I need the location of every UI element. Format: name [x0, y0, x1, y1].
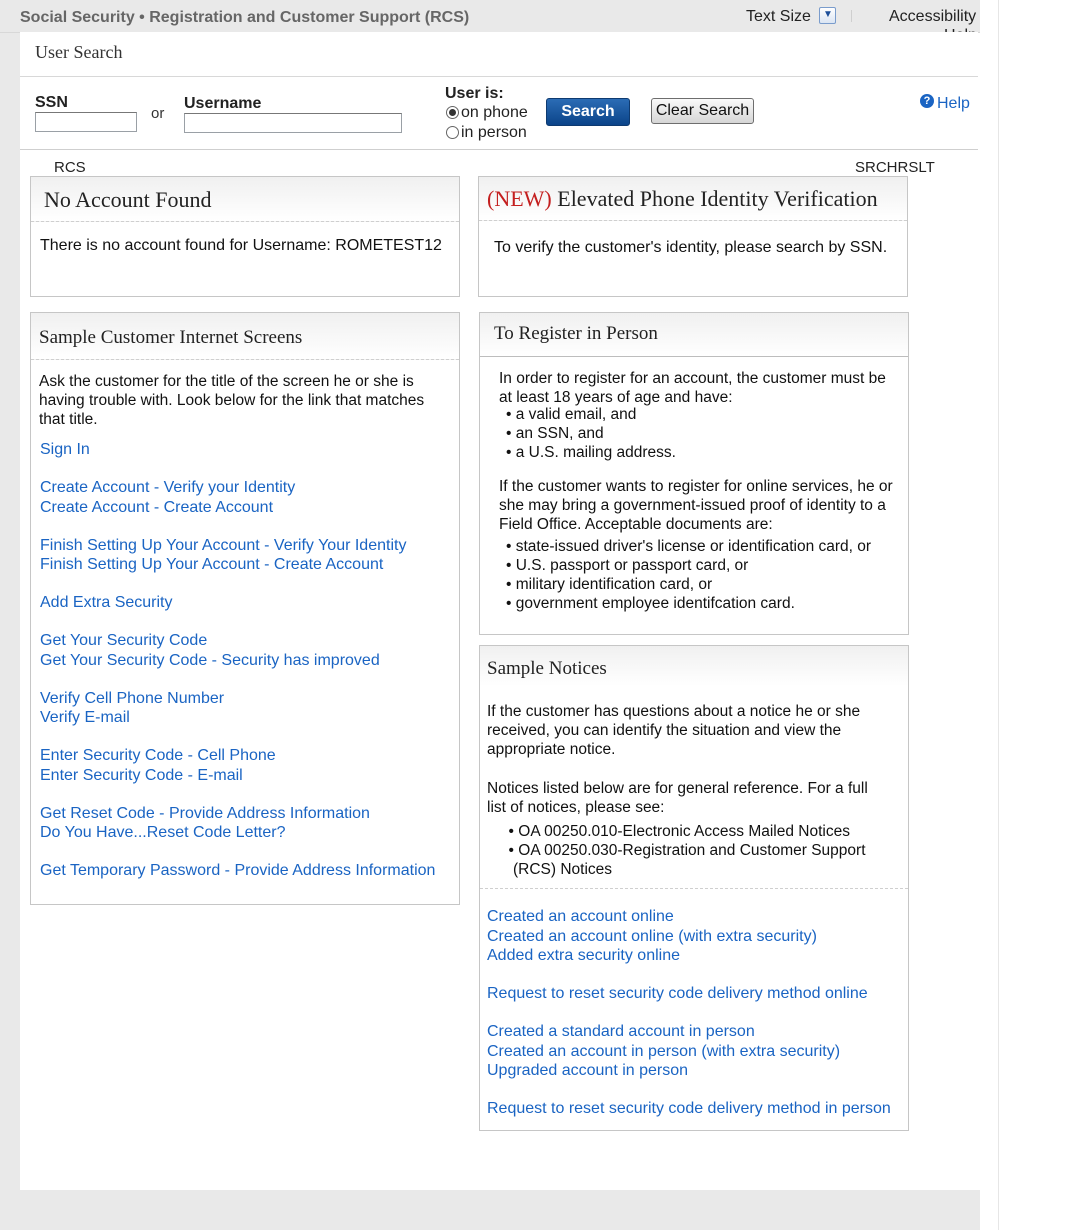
bullet-icon: • — [506, 576, 516, 593]
link-item[interactable]: Create Account - Verify your Identity — [40, 479, 296, 496]
user-search-title: User Search — [35, 42, 123, 62]
link-group-spacer — [40, 575, 435, 594]
link-item[interactable]: Upgraded account in person — [487, 1062, 689, 1079]
search-button[interactable]: Search — [546, 98, 630, 126]
radio-in-person[interactable] — [446, 126, 459, 139]
link-item[interactable]: Created an account online (with extra security) — [487, 927, 817, 945]
radio-on-phone-label[interactable]: on phone — [461, 104, 528, 121]
notices-intro-text: If the customer has questions about a notice he or she received, you can identify the situation and view the appropriate notice. — [487, 703, 861, 758]
username-label: Username — [184, 95, 262, 112]
bullet-item — [506, 556, 871, 575]
link-item[interactable]: Created a standard account in person — [487, 1023, 755, 1040]
bullet-icon: • — [506, 406, 516, 423]
elevated-verification-message: To verify the customer's identity, please search by SSN. — [494, 239, 888, 256]
link-item[interactable]: Create Account - Create Account — [40, 498, 274, 516]
username-input[interactable] — [184, 113, 402, 133]
bullet-text: military identification card, or — [515, 576, 713, 593]
app-title: Social Security • Registration and Customer Support (RCS) — [20, 9, 470, 26]
bullet-text: an SSN, and — [515, 425, 604, 442]
link-item[interactable]: Get Temporary Password - Provide Address Information — [40, 862, 436, 879]
link-item[interactable]: Do You Have...Reset Code Letter? — [40, 824, 286, 841]
text-size-dropdown-button[interactable] — [819, 7, 836, 24]
right-gutter-line — [998, 0, 999, 1230]
link-item[interactable]: Created an account online — [487, 908, 674, 925]
bullet-item — [506, 443, 676, 462]
register-requirements-text: In order to register for an account, the customer must be at least 18 years of age and have: — [499, 370, 886, 406]
elevated-title-text: Elevated Phone Identity Verification — [557, 186, 878, 211]
bottom-bar — [20, 1190, 980, 1230]
link-item[interactable]: Enter Security Code - Cell Phone — [40, 747, 276, 764]
or-text: or — [151, 105, 165, 122]
bullet-text: a valid email, and — [515, 406, 637, 423]
no-account-panel — [30, 176, 460, 297]
link-item[interactable]: Finish Setting Up Your Account - Create Account — [40, 556, 384, 573]
link-group-spacer — [487, 966, 891, 985]
bullet-item — [506, 424, 676, 443]
clear-search-button[interactable]: Clear Search — [651, 98, 754, 124]
link-item[interactable]: Created an account in person (with extra security) — [487, 1042, 841, 1060]
bullet-item — [506, 594, 871, 613]
left-gutter — [0, 0, 20, 1230]
link-group-spacer — [40, 785, 435, 804]
bullet-text: state-issued driver's license or identification card, or — [515, 538, 872, 555]
no-account-message: There is no account found for Username: ROMETEST12 — [40, 237, 442, 254]
bullet-icon: • — [487, 823, 519, 840]
sample-notices-panel — [479, 645, 909, 1131]
sample-screens-intro: Ask the customer for the title of the screen he or she is having trouble with. Look below for the link that matches that title. — [39, 373, 425, 428]
radio-in-person-label[interactable]: in person — [461, 124, 527, 141]
elevated-verification-title — [487, 186, 878, 212]
link-item[interactable]: Enter Security Code - E-mail — [40, 766, 243, 784]
bullet-item — [506, 537, 871, 556]
screen-id-label: SRCHRSLT — [855, 159, 935, 176]
sample-screens-title: Sample Customer Internet Screens — [39, 327, 303, 348]
notices-link-list — [487, 907, 891, 1119]
breadcrumb-rcs: RCS — [54, 159, 86, 176]
register-title: To Register in Person — [494, 323, 658, 344]
bullet-icon: • — [506, 425, 516, 442]
link-item[interactable]: Added extra security online — [487, 947, 680, 964]
link-group-spacer — [40, 517, 435, 536]
link-group-spacer — [487, 1004, 891, 1023]
link-item[interactable]: Finish Setting Up Your Account - Verify Your Identity — [40, 536, 407, 554]
sample-screens-panel — [30, 312, 460, 905]
radio-on-phone[interactable] — [446, 106, 459, 119]
notice-reference-item — [487, 822, 891, 841]
link-group-spacer — [40, 613, 435, 632]
link-item[interactable]: Get Your Security Code — [40, 632, 208, 649]
link-group-spacer — [487, 1081, 891, 1100]
bullet-text: government employee identifcation card. — [515, 595, 795, 612]
bullet-icon: • — [506, 444, 516, 461]
link-item[interactable]: Add Extra Security — [40, 594, 173, 611]
notice-reference-item — [487, 841, 891, 879]
link-item[interactable]: Request to reset security code delivery method in person — [487, 1100, 891, 1117]
bullet-icon: • — [506, 538, 516, 555]
bullet-text: a U.S. mailing address. — [515, 444, 676, 461]
sample-screens-link-list — [40, 440, 435, 881]
user-is-label: User is: — [445, 85, 504, 102]
bullet-icon: • — [506, 595, 516, 612]
link-item[interactable]: Get Your Security Code - Security has improved — [40, 651, 380, 669]
link-group-spacer — [40, 460, 435, 479]
register-documents-text: If the customer wants to register for online services, he or she may bring a government-issued proof of identity to a Field Office. Acceptable documents are: — [499, 478, 893, 533]
bullet-icon: • — [487, 842, 519, 859]
link-item[interactable]: Verify E-mail — [40, 709, 130, 726]
bullet-text: U.S. passport or passport card, or — [515, 557, 749, 574]
new-badge: (NEW) — [487, 186, 552, 211]
elevated-verification-panel — [478, 176, 908, 297]
notices-reference-text: Notices listed below are for general reference. For a full list of notices, please see: — [487, 780, 868, 816]
bullet-item — [506, 405, 676, 424]
text-size-label: Text Size — [746, 8, 811, 25]
bullet-text: OA 00250.010-Electronic Access Mailed Notices — [518, 823, 850, 840]
help-link[interactable]: Help — [937, 95, 970, 112]
accessibility-link[interactable]: Accessibility — [889, 8, 977, 25]
bullet-icon: • — [506, 557, 516, 574]
link-group-spacer — [40, 728, 435, 747]
chevron-down-icon: ▼ — [823, 9, 833, 20]
link-item[interactable]: Verify Cell Phone Number — [40, 689, 225, 707]
bullet-text: OA 00250.030-Registration and Customer Support (RCS) Notices — [513, 842, 866, 878]
notices-reference-list — [487, 822, 891, 879]
register-requirements-list — [506, 405, 676, 462]
link-group-spacer — [40, 843, 435, 862]
sample-notices-title: Sample Notices — [487, 658, 607, 679]
register-in-person-panel — [479, 312, 909, 635]
link-group-spacer — [40, 670, 435, 689]
ssn-label: SSN — [35, 94, 68, 111]
no-account-title: No Account Found — [44, 187, 212, 212]
help-icon[interactable]: ? — [920, 94, 934, 108]
link-item[interactable]: Get Reset Code - Provide Address Information — [40, 804, 370, 822]
ssn-input[interactable] — [35, 112, 137, 132]
register-documents-list — [506, 537, 871, 613]
bullet-item — [506, 575, 871, 594]
user-search-divider — [20, 76, 978, 77]
link-item[interactable]: Sign In — [40, 441, 90, 458]
notices-divider — [480, 888, 908, 889]
link-item[interactable]: Request to reset security code delivery method online — [487, 985, 868, 1002]
right-gutter — [980, 0, 1085, 1230]
header-separator — [851, 10, 852, 22]
